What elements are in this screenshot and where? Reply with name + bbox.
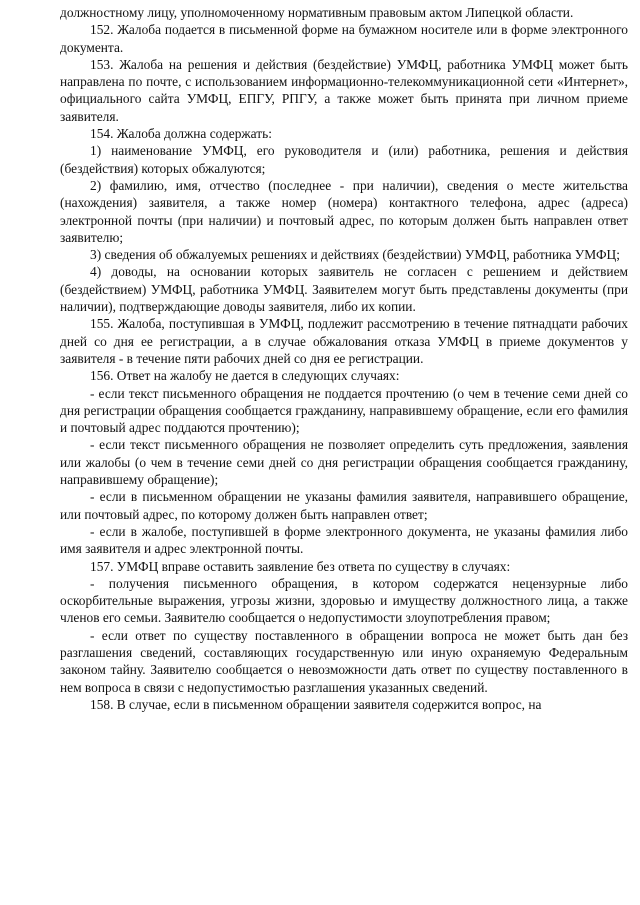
paragraph-158: 158. В случае, если в письменном обращении заявителя содержится вопрос, на [90,696,542,712]
paragraph-155: 155. Жалоба, поступившая в УМФЦ, подлежит рассмотрению в течение пятнадцати рабочих дней со дня ее регистрации, а в случае обжалования отказа УМФЦ в приеме документов у заявителя - в течение пяти рабочих дней со дня ее регистрации. [60,316,628,366]
paragraph-152: 152. Жалоба подается в письменной форме на бумажном носителе или в форме электронного документа. [60,22,628,55]
list-item-156-2: - если текст письменного обращения не позволяет определить суть предложения, заявления или жалобы (о чем в течение семи дней со дня регистрации обращения сообщается гражданину, направившему обращение); [60,437,628,488]
list-item-154-3: 3) сведения об обжалуемых решениях и действиях (бездействии) УМФЦ, работника УМФЦ; [90,247,620,263]
paragraph-continuation: должностному лицу, уполномоченному нормативным правовым актом Липецкой области. [60,5,574,20]
paragraph-157: 157. УМФЦ вправе оставить заявление без ответа по существу в случаях: [90,558,511,574]
list-item-156-3: - если в письменном обращении не указаны фамилия заявителя, направившего обращение, или почтовый адрес, по которому должен быть направлен ответ; [60,489,628,522]
list-item-154-2: 2) фамилию, имя, отчество (последнее - при наличии), сведения о месте жительства (нахождения) заявителя, а также номер (номера) контактного телефона, адрес (адреса) электронной почты (при наличии) и почтовый адрес, по которым должен быть направлен ответ заявителю; [60,177,628,245]
paragraph-153: 153. Жалоба на решения и действия (бездействие) УМФЦ, работника УМФЦ может быть направлена по почте, с использованием информационно-телекоммуникационной сети «Интернет», официального сайта УМФЦ, ЕПГУ, РПГУ, а также может быть принята при личном приеме заявителя. [60,56,628,124]
list-item-154-1: 1) наименование УМФЦ, его руководителя и (или) работника, решения и действия (бездействия) которых обжалуются; [60,143,628,176]
list-item-156-4: - если в жалобе, поступившей в форме электронного документа, не указаны фамилия либо имя заявителя и адрес электронной почты. [60,523,628,557]
list-item-154-4: 4) доводы, на основании которых заявитель не согласен с решением и действием (бездействием) УМФЦ, работника УМФЦ. Заявителем могут быть представлены документы (при наличии), подтверждающие доводы заявителя, либо их копии. [60,264,628,315]
paragraph-154: 154. Жалоба должна содержать: [90,126,272,142]
list-item-157-2: - если ответ по существу поставленного в обращении вопроса не может быть дан без разглашения сведений, составляющих государственную или иную охраняемую Федеральным законом тайну. Заявителю сообщается о невозможности дать ответ по существу поставленного в нем вопроса в связи с недопустимостью разглашения указанных сведений. [60,627,628,695]
list-item-156-1: - если текст письменного обращения не поддается прочтению (о чем в течение семи дней со дня регистрации обращения сообщается гражданину, направившему обращение, если его фамилия и почтовый адрес поддаются прочтению); [60,385,628,436]
paragraph-156: 156. Ответ на жалобу не дается в следующих случаях: [90,368,400,384]
list-item-157-1: - получения письменного обращения, в котором содержатся нецензурные либо оскорбительные выражения, угрозы жизни, здоровью и имуществу должностного лица, а также членов его семьи. Заявителю сообщается о недопустимости злоупотребления правом; [60,575,628,626]
